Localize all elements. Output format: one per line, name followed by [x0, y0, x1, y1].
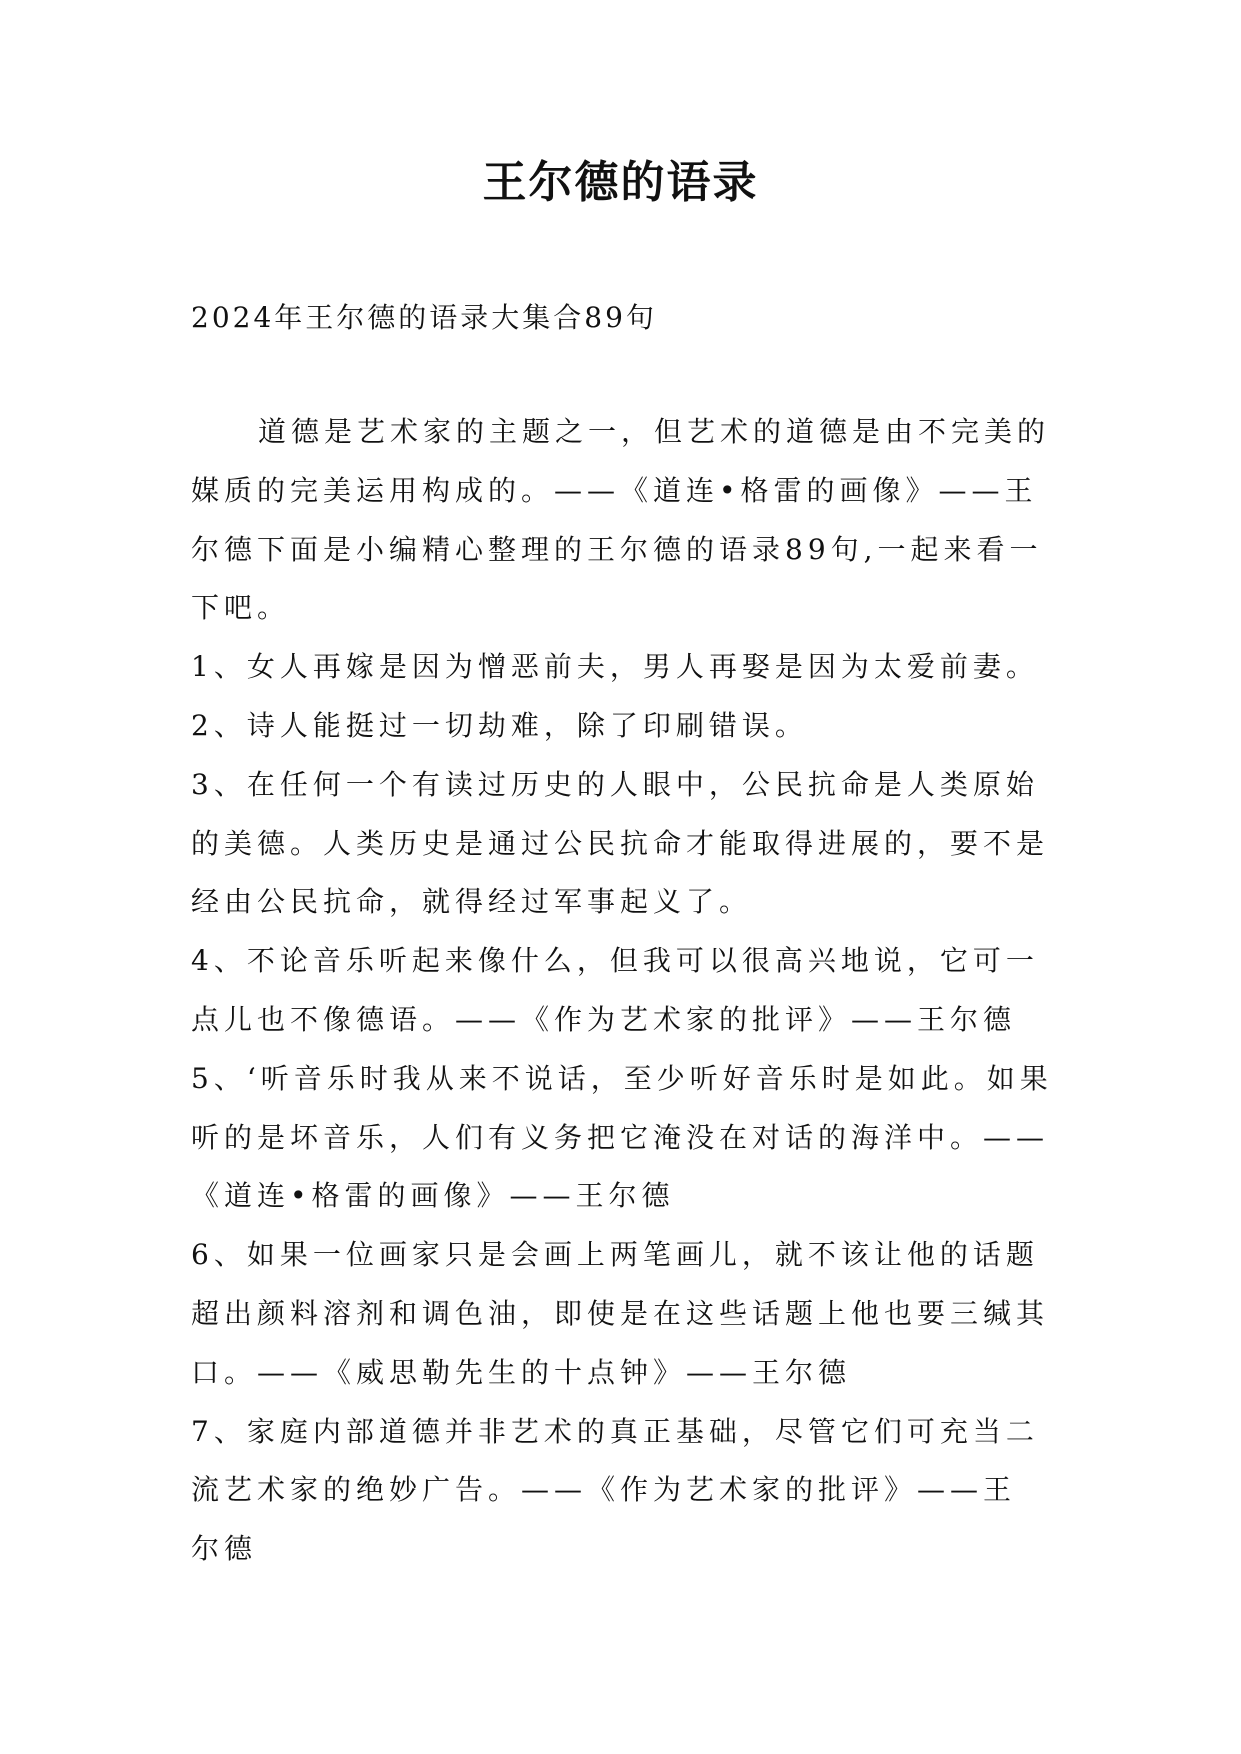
quote-2 [191, 697, 1191, 756]
document-title: 王尔德的语录 [482, 157, 759, 208]
intro-paragraph [191, 403, 1191, 638]
quote-line: 流艺术家的绝妙广告。——《作为艺术家的批评》——王 [191, 1473, 1017, 1507]
quote-3 [191, 756, 1191, 932]
quote-line: 超出颜料溶剂和调色油，即使是在这些话题上他也要三缄其 [191, 1296, 1050, 1330]
quote-4 [191, 932, 1191, 1050]
quote-line: 5、‘听音乐时我从来不说话，至少听好音乐时是如此。如果 [191, 1061, 1053, 1095]
document-subtitle: 2024年王尔德的语录大集合89句 [191, 301, 657, 334]
quote-line: 点儿也不像德语。——《作为艺术家的批评》——王尔德 [191, 1002, 1017, 1036]
quote-line: 7、家庭内部道德并非艺术的真正基础，尽管它们可充当二 [191, 1414, 1039, 1448]
quote-7 [191, 1403, 1191, 1579]
quote-line: 尔德 [191, 1532, 258, 1566]
quote-line: 1、女人再嫁是因为憎恶前夫，男人再娶是因为太爱前妻。 [191, 650, 1039, 684]
intro-line: 下吧。 [191, 591, 291, 625]
quote-line: 《道连•格雷的画像》——王尔德 [191, 1179, 675, 1213]
quote-line: 口。——《威思勒先生的十点钟》——王尔德 [191, 1355, 852, 1389]
intro-line: 媒质的完美运用构成的。——《道连•格雷的画像》——王 [191, 473, 1038, 507]
quote-line: 3、在任何一个有读过历史的人眼中，公民抗命是人类原始 [191, 767, 1039, 801]
intro-line: 尔德下面是小编精心整理的王尔德的语录89句,一起来看一 [191, 532, 1043, 566]
document-body [191, 403, 1191, 1579]
quote-line: 2、诗人能挺过一切劫难，除了印刷错误。 [191, 708, 808, 742]
quote-line: 6、如果一位画家只是会画上两笔画儿，就不该让他的话题 [191, 1238, 1039, 1272]
quote-line: 的美德。人类历史是通过公民抗命才能取得进展的，要不是 [191, 826, 1050, 860]
quote-5 [191, 1050, 1191, 1226]
quote-line: 经由公民抗命，就得经过军事起义了。 [191, 885, 753, 919]
intro-line: 道德是艺术家的主题之一，但艺术的道德是由不完美的 [258, 415, 1051, 448]
quote-line: 4、不论音乐听起来像什么，但我可以很高兴地说，它可一 [191, 944, 1039, 978]
quote-1 [191, 638, 1191, 697]
quote-line: 听的是坏音乐，人们有义务把它淹没在对话的海洋中。—— [191, 1120, 1050, 1154]
quote-6 [191, 1226, 1191, 1402]
